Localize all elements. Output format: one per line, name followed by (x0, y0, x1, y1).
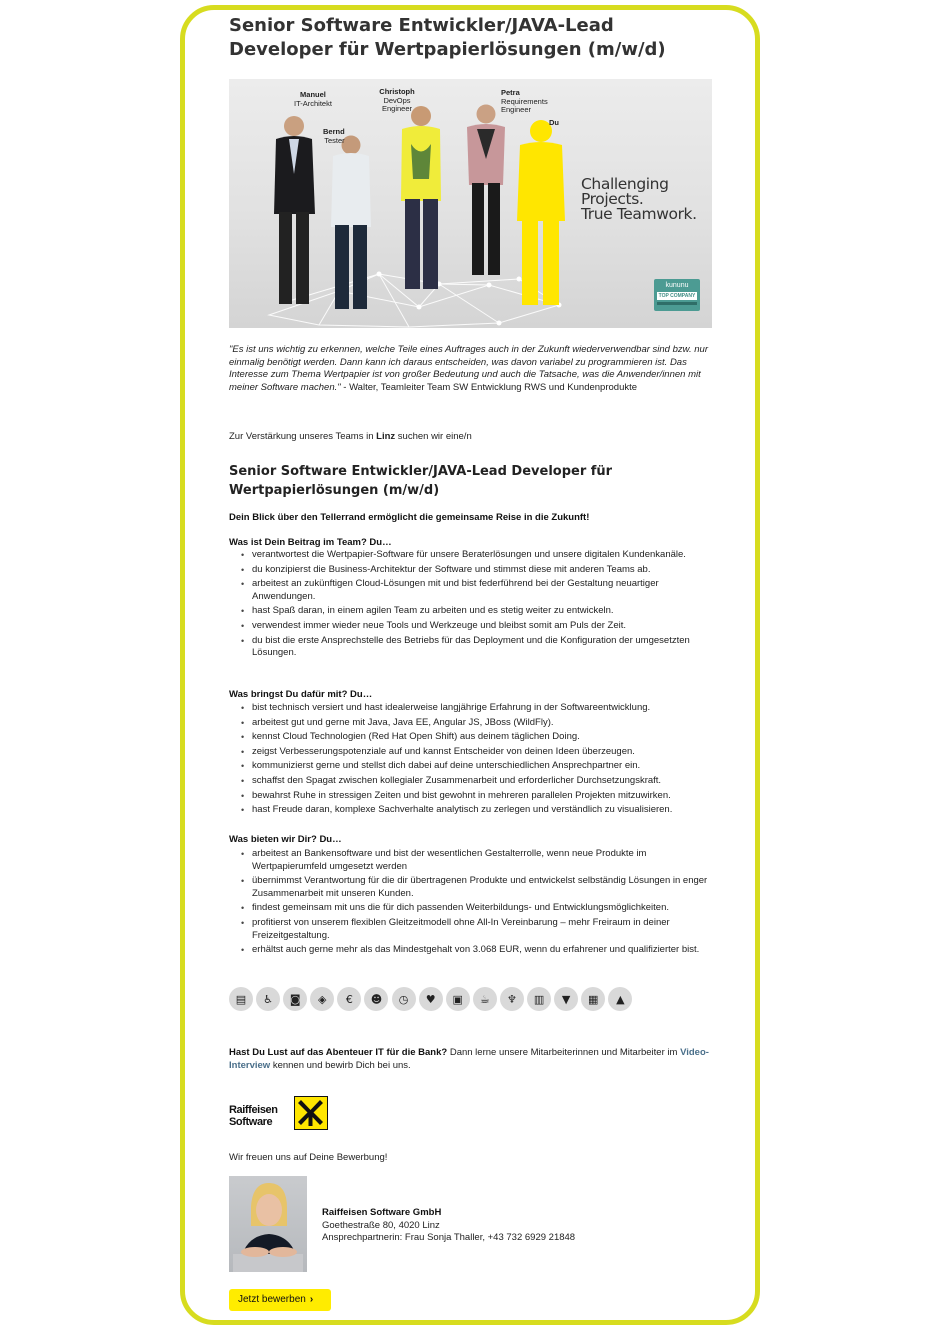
list-item: • findest gemeinsam mit uns die für dich passenden Weiterbildungs- und Entwicklungsmöglichkeiten. (252, 902, 712, 915)
list-item: • hast Freude daran, komplexe Sachverhalte analytisch zu zerlegen und verständlich zu visualisieren. (252, 804, 712, 817)
section-heading-offer: Was bieten wir Dir? Du… (229, 834, 342, 845)
list-item: • arbeitest an zukünftigen Cloud-Lösungen mit und bist federführend bei der Gestaltung neuartiger Anwendungen. (252, 578, 712, 603)
bus-icon: ▣ (446, 987, 470, 1011)
employee-quote (229, 344, 711, 394)
list-contribution (252, 549, 712, 662)
list-item: • erhältst auch gerne mehr als das Mindestgehalt von 3.068 EUR, wenn du erfahrener und qualifizierter bist. (252, 944, 712, 957)
benefit-icons (229, 987, 632, 1011)
intro-text: Zur Verstärkung unseres Teams in Linz suchen wir eine/n (229, 431, 472, 442)
group-icon: ☻ (364, 987, 388, 1011)
label-petra: Petra Requirements Engineer (501, 88, 548, 114)
cta-paragraph: Hast Du Lust auf das Abenteuer IT für die Bank? Dann lerne unsere Mitarbeiterinnen und Mitarbeiter im Video-Interview kennen und bewirb Dich bei uns. (229, 1047, 709, 1071)
label-du: Du (549, 118, 559, 127)
contact-company: Raiffeisen Software GmbH (322, 1207, 442, 1218)
list-requirements (252, 702, 712, 819)
person-christoph (401, 106, 441, 289)
money-icon: ▥ (527, 987, 551, 1011)
raiffeisen-software-logo (229, 1096, 329, 1130)
chevron-right-icon: › (309, 1294, 314, 1305)
kununu-badge: kununu TOP COMPANY (654, 279, 700, 311)
list-item: • hast Spaß daran, in einem agilen Team zu arbeiten und es stetig weiter zu entwickeln. (252, 605, 712, 618)
intro-city: Linz (376, 431, 396, 442)
section-heading-contribution: Was ist Dein Beitrag im Team? Du… (229, 537, 392, 548)
contact-block (322, 1207, 575, 1245)
graduation-icon: ▲ (608, 987, 632, 1011)
list-item: • schaffst den Spagat zwischen kollegialer Zusammenarbeit und erforderlicher Durchsetzungskraft. (252, 775, 712, 788)
person-du-silhouette (517, 120, 565, 305)
raiffeisen-gable-cross-icon (294, 1096, 328, 1130)
apply-button-label: Jetzt bewerben (238, 1294, 306, 1305)
job-subtitle: Senior Software Entwickler/JAVA-Lead Developer für Wertpapierlösungen (m/w/d) (229, 464, 613, 498)
wheelchair-icon: ♿ (256, 987, 280, 1011)
person-petra (467, 105, 505, 276)
list-item: • zeigst Verbesserungspotenziale auf und kannst Entscheider von deinen Ideen überzeugen. (252, 746, 712, 759)
section-heading-requirements: Was bringst Du dafür mit? Du… (229, 689, 373, 700)
list-item: • arbeitest an Bankensoftware und bist der wesentlichen Gestalterrolle, wenn neue Produkte im Wertpapierumfeld umgesetzt werden (252, 848, 712, 873)
contact-person: Ansprechpartnerin: Frau Sonja Thaller, +43 732 6929 21848 (322, 1232, 576, 1244)
label-manuel: Manuel IT-Architekt (294, 90, 332, 108)
list-item: • übernimmst Verantwortung für die dir übertragenen Produkte und entwickelst selbständig Lösungen in enger Zusammenarbeit mit unseren Kunden. (252, 875, 712, 900)
contact-photo (229, 1176, 307, 1272)
job-title: Senior Software Entwickler/JAVA-Lead Developer für Wertpapierlösungen (m/w/d) (229, 15, 666, 60)
tag-icon: ◈ (310, 987, 334, 1011)
logo-wordmark: Raiffeisen Software (229, 1104, 278, 1128)
list-item: • verantwortest die Wertpapier-Software für unsere Beraterlösungen und unsere digitalen Kundenkanäle. (252, 549, 712, 562)
hero-image (229, 79, 712, 328)
headline: Dein Blick über den Tellerrand ermöglicht die gemeinsame Reise in die Zukunft! (229, 512, 590, 523)
camera-icon: ◙ (283, 987, 307, 1011)
gift-icon: ▦ (581, 987, 605, 1011)
list-item: • du konzipierst die Business-Architektur der Software und stimmst diese mit anderen Teams ab. (252, 564, 712, 577)
list-item: • du bist die erste Ansprechstelle des Betriebs für das Deployment und die Konfiguration der umgesetzten Lösungen. (252, 635, 712, 660)
list-item: • arbeitest gut und gerne mit Java, Java EE, Angular JS, JBoss (WildFly). (252, 717, 712, 730)
quote-text: "Es ist uns wichtig zu erkennen, welche Teile eines Auftrages auch in der Zukunft wiederverwendbar sind bzw. nur einmalig benötigt werden. Dann kann ich daraus entscheiden, was davon variabel zu programmieren ist. Das Interesse zum Thema Wertpapier ist von großer Bedeutung und auch die Tatsache, was die Anwender/innen mit meiner Software machen." (229, 344, 708, 393)
cocktail-icon: ▼ (554, 987, 578, 1011)
contact-address: Goethestraße 80, 4020 Linz (322, 1219, 440, 1231)
euro-icon: € (337, 987, 361, 1011)
person-manuel (274, 116, 315, 304)
list-item: • verwendest immer wieder neue Tools und Werkzeuge und bleibst somit am Puls der Zeit. (252, 620, 712, 633)
label-christoph: Christoph DevOps Engineer (379, 87, 415, 113)
thanks-text: Wir freuen uns auf Deine Bewerbung! (229, 1152, 388, 1163)
cutlery-icon: ♆ (500, 987, 524, 1011)
clock-icon: ◷ (392, 987, 416, 1011)
list-item: • kommunizierst gerne und stellst dich dabei auf deine unterschiedlichen Ansprechpartner ein. (252, 760, 712, 773)
hero-tagline: Challenging Projects. True Teamwork. (581, 175, 697, 223)
video-interview-link[interactable]: Video-Interview (229, 1047, 709, 1071)
quote-author: - Walter, Teamleiter Team SW Entwicklung RWS und Kundenprodukte (340, 381, 638, 393)
list-offer (252, 848, 712, 959)
coffee-icon: ☕ (473, 987, 497, 1011)
list-item: • kennst Cloud Technologien (Red Hat Open Shift) aus deinem täglichen Doing. (252, 731, 712, 744)
apply-button[interactable] (229, 1289, 331, 1311)
label-bernd: Bernd Tester (323, 127, 345, 145)
person-bernd (331, 136, 371, 310)
list-item: • bewahrst Ruhe in stressigen Zeiten und bist gewohnt in mehreren parallelen Projekten mitzuwirken. (252, 790, 712, 803)
list-item: • bist technisch versiert und hast idealerweise langjährige Erfahrung in der Softwareentwicklung. (252, 702, 712, 715)
heartbeat-icon: ♥ (419, 987, 443, 1011)
card-icon: ▤ (229, 987, 253, 1011)
list-item: • profitierst von unserem flexiblen Gleitzeitmodell ohne All-In Vereinbarung – mehr Freiraum in deiner Freizeitgestaltung. (252, 917, 712, 942)
